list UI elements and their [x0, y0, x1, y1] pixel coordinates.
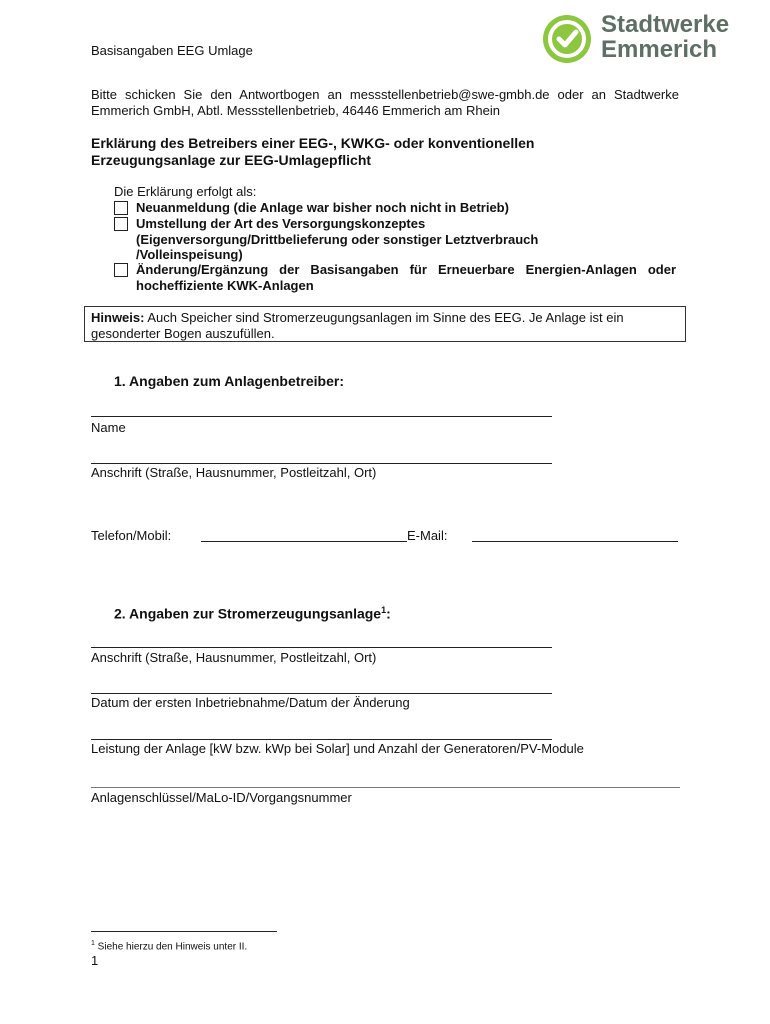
plant-power-label: Leistung der Anlage [kW bzw. kWp bei Solar] und Anzahl der Generatoren/PV-Module — [91, 741, 584, 756]
option-label-new-registration: Neuanmeldung (die Anlage war bisher noch nicht in Betrieb) — [136, 200, 509, 215]
logo-wordmark — [601, 12, 729, 62]
footnote-separator — [91, 931, 277, 932]
footnote-number: 1 — [91, 940, 95, 947]
option-label-basic-data-change: Änderung/Ergänzung der Basisangaben für Erneuerbare Energien-Anlagen oder hocheffiziente KWK-Anlagen — [136, 262, 676, 293]
section-2-title-text: 2. Angaben zur Stromerzeugungsanlage — [114, 605, 382, 622]
plant-address-label: Anschrift (Straße, Hausnummer, Postleitzahl, Ort) — [91, 650, 377, 665]
stadtwerke-logo-icon — [541, 13, 593, 65]
checkbox-supply-concept-change[interactable] — [114, 217, 128, 231]
declaration-title — [91, 135, 691, 169]
operator-address-input-line[interactable] — [91, 463, 552, 464]
section-1-title: 1. Angaben zum Anlagenbetreiber: — [114, 373, 344, 389]
declaration-intro: Die Erklärung erfolgt als: — [114, 184, 257, 199]
option-row-supply-concept-change — [114, 216, 566, 263]
option-label-supply-concept-change: Umstellung der Art des Versorgungskonzeptes (Eigenversorgung/Drittbelieferung oder sonstiger Letztverbrauch /Volleinspeisung) — [136, 216, 539, 262]
plant-address-input-line[interactable] — [91, 647, 552, 648]
plant-power-input-line[interactable] — [91, 739, 552, 740]
plant-key-input-line[interactable] — [91, 787, 680, 788]
intro-paragraph: Bitte schicken Sie den Antwortbogen an messstellenbetrieb@swe-gmbh.de oder an Stadtwerke Emmerich GmbH, Abtl. Messstellenbetrieb, 46446 Emmerich am Rhein — [91, 87, 679, 118]
name-input-line[interactable] — [91, 416, 552, 417]
commissioning-date-input-line[interactable] — [91, 693, 552, 694]
commissioning-date-label: Datum der ersten Inbetriebnahme/Datum der Änderung — [91, 695, 410, 710]
phone-input-line[interactable] — [201, 541, 407, 542]
document-header-title: Basisangaben EEG Umlage — [91, 43, 253, 58]
option-row-new-registration — [114, 200, 676, 216]
section-2-title-suffix: : — [386, 605, 391, 622]
page-number: 1 — [91, 953, 99, 968]
footnote-text: Siehe hierzu den Hinweis unter II. — [94, 941, 248, 953]
logo-line-2: Emmerich — [601, 36, 718, 63]
phone-label: Telefon/Mobil: — [91, 528, 172, 543]
email-input-line[interactable] — [472, 541, 678, 542]
plant-key-label: Anlagenschlüssel/MaLo-ID/Vorgangsnummer — [91, 790, 352, 805]
declaration-title-line-2: Erzeugungsanlage zur EEG-Umlagepflicht — [91, 152, 372, 168]
checkbox-basic-data-change[interactable] — [114, 263, 128, 277]
option-row-basic-data-change — [114, 262, 676, 293]
logo-line-1: Stadtwerke — [601, 11, 730, 38]
section-2-title — [114, 602, 391, 623]
email-label: E-Mail: — [407, 528, 448, 543]
operator-address-label: Anschrift (Straße, Hausnummer, Postleitzahl, Ort) — [91, 465, 377, 480]
footnote — [91, 937, 247, 953]
checkbox-new-registration[interactable] — [114, 201, 128, 215]
hint-box — [84, 306, 686, 342]
hint-label: Hinweis: — [91, 310, 145, 325]
name-field-label: Name — [91, 420, 126, 435]
hint-text: Auch Speicher sind Stromerzeugungsanlagen im Sinne des EEG. Je Anlage ist ein gesonderter Bogen auszufüllen. — [91, 310, 624, 341]
section-2-footnote-ref: 1 — [381, 605, 387, 615]
declaration-title-line-1: Erklärung des Betreibers einer EEG-, KWKG- oder konventionellen — [91, 135, 535, 151]
